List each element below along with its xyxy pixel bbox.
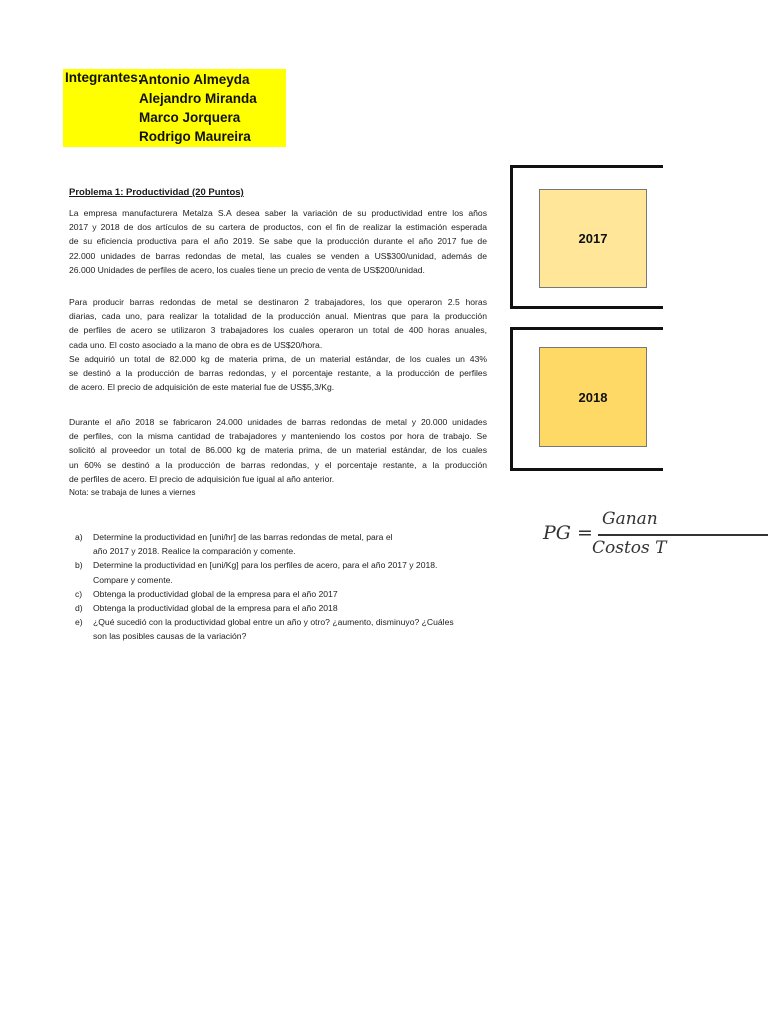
text-line: 2017 y 2018 de dos artículos de su cartera de productos, con el fin de realizar la estimación esperada <box>69 222 487 233</box>
question-item <box>75 601 513 615</box>
text-line: La empresa manufacturera Metalza S.A desea saber la variación de su productividad entre los años <box>69 208 487 218</box>
text-line: de perfiles de acero. El precio de adquisición fue igual al año anterior. <box>69 473 335 484</box>
text-line: Durante el año 2018 se fabricaron 24.000 unidades de barras redondas de metal y 20.000 unidades <box>69 417 487 427</box>
question-line: año 2017 y 2018. Realice la comparación y comente. <box>93 546 296 557</box>
question-letter: a) <box>75 532 83 542</box>
team-box <box>63 69 286 147</box>
question-line: Obtenga la productividad global de la empresa para el año 2017 <box>93 588 338 599</box>
question-item <box>75 558 513 586</box>
question-letter: c) <box>75 588 83 599</box>
question-line: son las posibles causas de la variación? <box>93 631 247 642</box>
problem-title: Problema 1: Productividad (20 Puntos) <box>69 187 244 198</box>
note-text: Nota: se trabaja de lunes a viernes <box>69 488 196 497</box>
text-line: un 60% se destinó a la producción de barras redondas, y el porcentaje restante, a la producción <box>69 459 487 470</box>
text-line: de perfiles de acero se utilizaron 3 trabajadores los cuales operaron un total de 400 horas anuales, <box>69 325 487 336</box>
question-line: Obtenga la productividad global de la empresa para el año 2018 <box>93 603 338 614</box>
productivity-formula <box>540 505 768 575</box>
team-member: Marco Jorquera <box>139 110 241 125</box>
question-letter: e) <box>75 617 83 628</box>
formula-numerator: Ganan <box>602 509 658 529</box>
text-line: 26.000 Unidades de perfiles de acero, los cuales tiene un precio de venta de US$200/unidad. <box>69 264 425 275</box>
text-line: de su eficiencia productiva para el año 2019. Se sabe que la producción durante el año 2017 fue de <box>69 236 487 247</box>
question-line: Compare y comente. <box>93 574 173 585</box>
question-item <box>75 587 513 601</box>
fraction-bar <box>598 534 768 536</box>
question-item <box>75 615 513 643</box>
text-line: solicitó al proveedor un total de 86.000 kg de materia prima, de un material estándar, de los cuales <box>69 445 487 456</box>
paragraph-1 <box>69 206 487 277</box>
team-label: Integrantes: <box>65 70 143 85</box>
text-line: de acero. El precio de adquisición de este material fue de US$5,3/Kg. <box>69 382 335 393</box>
question-letter: d) <box>75 603 83 614</box>
text-line: 22.000 unidades de barras redondas de metal, las cuales se venden a US$300/unidad, además de <box>69 250 487 261</box>
text-line: de perfiles, con la misma cantidad de trabajadores y manteniendo los costos por hora de trabajo. Se <box>69 431 487 442</box>
team-member: Rodrigo Maureira <box>139 129 251 144</box>
text-line: Se adquirió un total de 82.000 kg de materia prima, de un material estándar, de los cuales un 43% <box>69 353 487 364</box>
question-line: Determine la productividad en [uni/hr] de las barras redondas de metal, para el <box>93 532 393 542</box>
team-member: Alejandro Miranda <box>139 91 257 106</box>
question-list <box>75 530 513 644</box>
formula-lhs: PG = <box>543 522 593 544</box>
question-line: ¿Qué sucedió con la productividad global entre un año y otro? ¿aumento, disminuyo? ¿Cuáles <box>93 617 454 628</box>
formula-denominator: Costos T <box>592 538 667 558</box>
year-2018-box: 2018 <box>539 347 647 447</box>
text-line: diarias, cada uno, para realizar la totalidad de la producción anual. Mientras que para la producción <box>69 311 487 322</box>
text-line: Para producir barras redondas de metal se destinaron 2 trabajadores, los que operaron 2.5 horas <box>69 297 487 307</box>
year-2017-box: 2017 <box>539 189 647 288</box>
text-line: se destinó a la producción de barras redondas, y el porcentaje restante, a la producción de perfiles <box>69 368 487 379</box>
text-line: cada uno. El costo asociado a la mano de obra es de US$20/hora. <box>69 339 323 350</box>
team-member: Antonio Almeyda <box>139 72 250 87</box>
question-item <box>75 530 513 558</box>
question-letter: b) <box>75 560 83 571</box>
question-line: Determine la productividad en [uni/Kg] para los perfiles de acero, para el año 2017 y 2018. <box>93 560 438 571</box>
paragraph-2 <box>69 295 487 394</box>
paragraph-3 <box>69 415 487 486</box>
